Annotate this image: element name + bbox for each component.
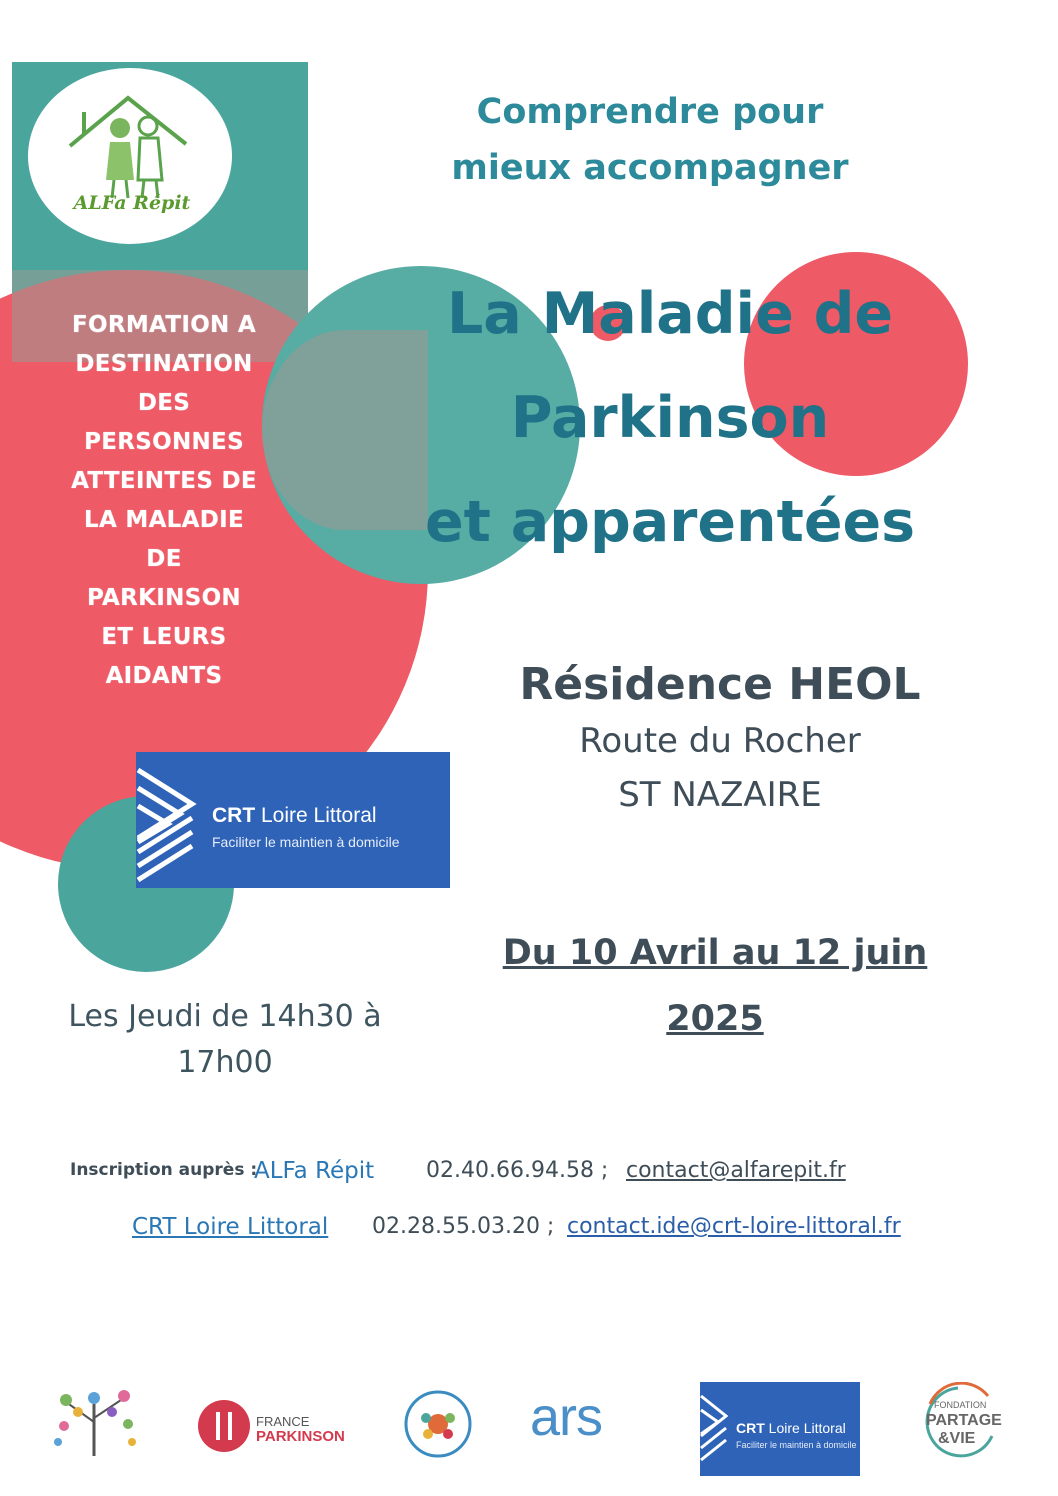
venue-name: Résidence HEOL [519,659,921,710]
formation-description [40,306,288,696]
fondation-partage-vie-logo [912,1382,1012,1458]
dates-block [470,920,960,1052]
crt-loire-littoral-logo [136,752,450,888]
formation-line: LA MALADIE [84,507,244,533]
schedule-line1: Les Jeudi de 14h30 à [68,999,382,1034]
fondation-line1: FONDATION [934,1400,987,1410]
phone-alfa-repit: 02.40.66.94.58 ; [426,1158,609,1183]
dates-line2: 2025 [666,999,764,1039]
formation-line: FORMATION A [71,312,257,338]
formation-line: ET LEURS [101,624,227,650]
ars-logo [530,1382,646,1458]
alfa-repit-logo [28,68,232,244]
crt-small-logo [700,1382,860,1476]
crt-small-rest: Loire Littoral [768,1420,846,1436]
france-parkinson-line1: FRANCE [256,1414,310,1429]
formation-line: AIDANTS [105,663,223,689]
fondation-line2: PARTAGE [926,1412,1002,1429]
venue-city: ST NAZAIRE [618,775,822,815]
formation-line: DE [146,546,182,572]
chevrons-icon [136,752,202,888]
alfa-logo-text: ALFa Répit [73,192,191,214]
crt-small-bold: CRT [736,1420,765,1436]
org-crt-link[interactable]: CRT Loire Littoral [132,1214,329,1240]
org-alfa-repit: ALFa Répit [254,1158,375,1184]
badge-icon [398,1382,478,1458]
crt-tagline: Faciliter le maintien à domicile [212,834,400,850]
subtitle [440,84,860,196]
crt-name-rest: Loire Littoral [255,804,377,827]
title-line1: La Maladie de [446,281,894,347]
formation-line: ATTEINTES DE [71,468,257,494]
title-line2: Parkinson [510,385,830,451]
schedule-block [40,994,410,1086]
email-crt-link[interactable]: contact.ide@crt-loire-littoral.fr [567,1214,901,1239]
france-parkinson-line2: PARKINSON [256,1428,345,1445]
subtitle-line2: mieux accompagner [451,148,849,188]
registration-label: Inscription auprès : [70,1160,258,1180]
subtitle-line1: Comprendre pour [476,92,824,132]
france-parkinson-icon [196,1382,252,1458]
fondation-line3: &VIE [938,1430,976,1447]
round-badge-logo [398,1382,478,1458]
venue-block [480,656,960,822]
tree-logo [44,1382,144,1458]
dates-line1: Du 10 Avril au 12 juin [502,933,928,973]
formation-line: PERSONNES [84,429,244,455]
crt-small-tagline: Faciliter le maintien à domicile [736,1440,857,1450]
title-line3: et apparentées [424,489,916,555]
crt-small-name [736,1420,846,1436]
ars-text: ars [530,1387,603,1447]
page-title [370,262,970,574]
house-family-icon [28,68,232,244]
crt-name-bold: CRT [212,804,256,827]
chevrons-small-icon [700,1382,732,1476]
formation-line: PARKINSON [87,585,241,611]
formation-line: DES [137,390,191,416]
email-alfa-repit-link[interactable]: contact@alfarepit.fr [626,1158,846,1183]
france-parkinson-logo [196,1382,366,1458]
schedule-line2: 17h00 [177,1045,273,1080]
venue-street: Route du Rocher [579,721,861,761]
tree-icon [44,1382,144,1458]
phone-crt: 02.28.55.03.20 ; [372,1214,555,1239]
crt-name [212,804,377,828]
formation-line: DESTINATION [75,351,253,377]
